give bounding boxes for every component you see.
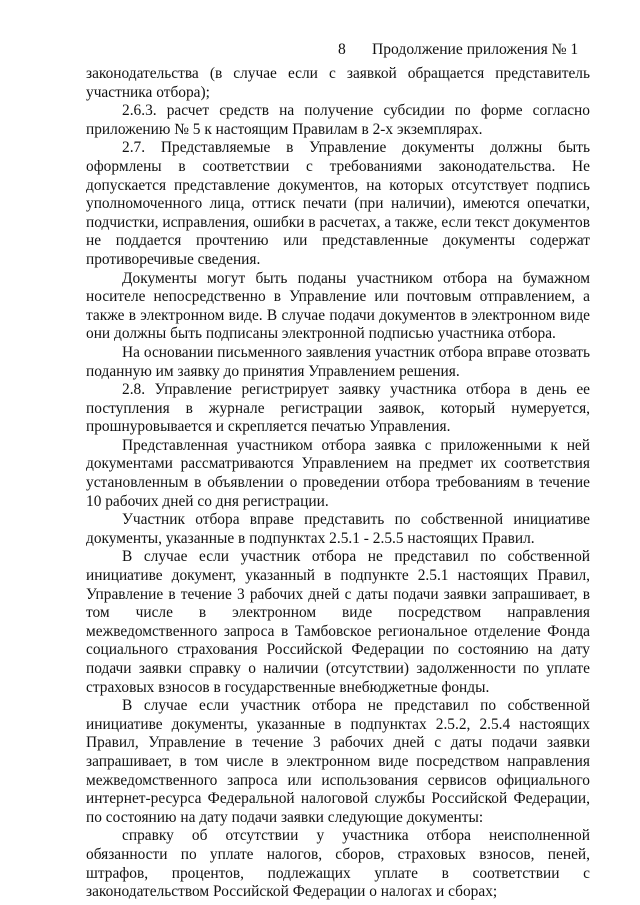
paragraph-fss-request: В случае если участник отбора не представил по собственной инициативе документ, указанный в подпункте 2.5.1 настоящих Правил, Управление в течение 3 рабочих дней с даты подачи заявки запрашивает, в том числе в электронном виде посредством направления межведомственного запроса в Тамбовское региональное отделение Фонда социального страхования Российской Федерации по состоянию на дату подачи заявки справку о наличии (отсутствии) задолженности по уплате страховых взносов в государственные внебюджетные фонды.: [86, 548, 590, 696]
paragraph-fns-request: В случае если участник отбора не представил по собственной инициативе документы, указанные в подпунктах 2.5.2, 2.5.4 настоящих Правил, Управление в течение 3 рабочих дней с даты подачи заявки запрашивает, в том числе в электронном виде посредством направления межведомственного запроса или использования сервисов официального интернет-ресурса Федеральной налоговой службы Российской Федерации, по состоянию на дату подачи заявки следующие документы:: [86, 697, 590, 826]
paragraph-tax-certificate: справку об отсутствии у участника отбора неисполненной обязанности по уплате налогов, сборов, страховых взносов, пеней, штрафов, процентов, подлежащих уплате в соответствии с законодательством Российской Федерации о налогах и сборах;: [86, 827, 590, 901]
paragraph-2-8: 2.8. Управление регистрирует заявку участника отбора в день ее поступления в журнале регистрации заявок, который нумеруется, прошнуровывается и скрепляется печатью Управления.: [86, 381, 590, 436]
page-number: 8: [338, 41, 346, 58]
page-header: [338, 40, 598, 60]
paragraph-review-period: Представленная участником отбора заявка с приложенными к ней документами рассматриваются Управлением на предмет их соответствия установленным в объявлении о проведении отбора требованиям в течение 10 рабочих дней со дня регистрации.: [86, 436, 590, 510]
paragraph-withdrawal: На основании письменного заявления участник отбора вправе отозвать поданную им заявку до принятия Управлением решения.: [86, 343, 590, 380]
appendix-continuation-title: Продолжение приложения № 1: [372, 41, 579, 58]
paragraph-2-7: 2.7. Представляемые в Управление документы должны быть оформлены в соответствии с требованиями законодательства. Не допускается представление документов, на которых отсутствует подпись уполномоченного лица, оттиск печати (при наличии), имеются опечатки, подчистки, исправления, ошибки в расчетах, а также, если текст документов не поддается прочтению или представленные документы содержат противоречивые сведения.: [86, 139, 590, 268]
document-body: [86, 65, 590, 902]
paragraph-continuation: законодательства (в случае если с заявкой обращается представитель участника отбора);: [86, 65, 590, 101]
paragraph-own-initiative: Участник отбора вправе представить по собственной инициативе документы, указанные в подпунктах 2.5.1 - 2.5.5 настоящих Правил.: [86, 511, 590, 547]
paragraph-2-6-3: 2.6.3. расчет средств на получение субсидии по форме согласно приложению № 5 к настоящим Правилам в 2-х экземплярах.: [86, 102, 590, 138]
paragraph-submission-methods: Документы могут быть поданы участником отбора на бумажном носителе непосредственно в Управление или почтовым отправлением, а также в электронном виде. В случае подачи документов в электронном виде они должны быть подписаны электронной подписью участника отбора.: [86, 269, 590, 343]
